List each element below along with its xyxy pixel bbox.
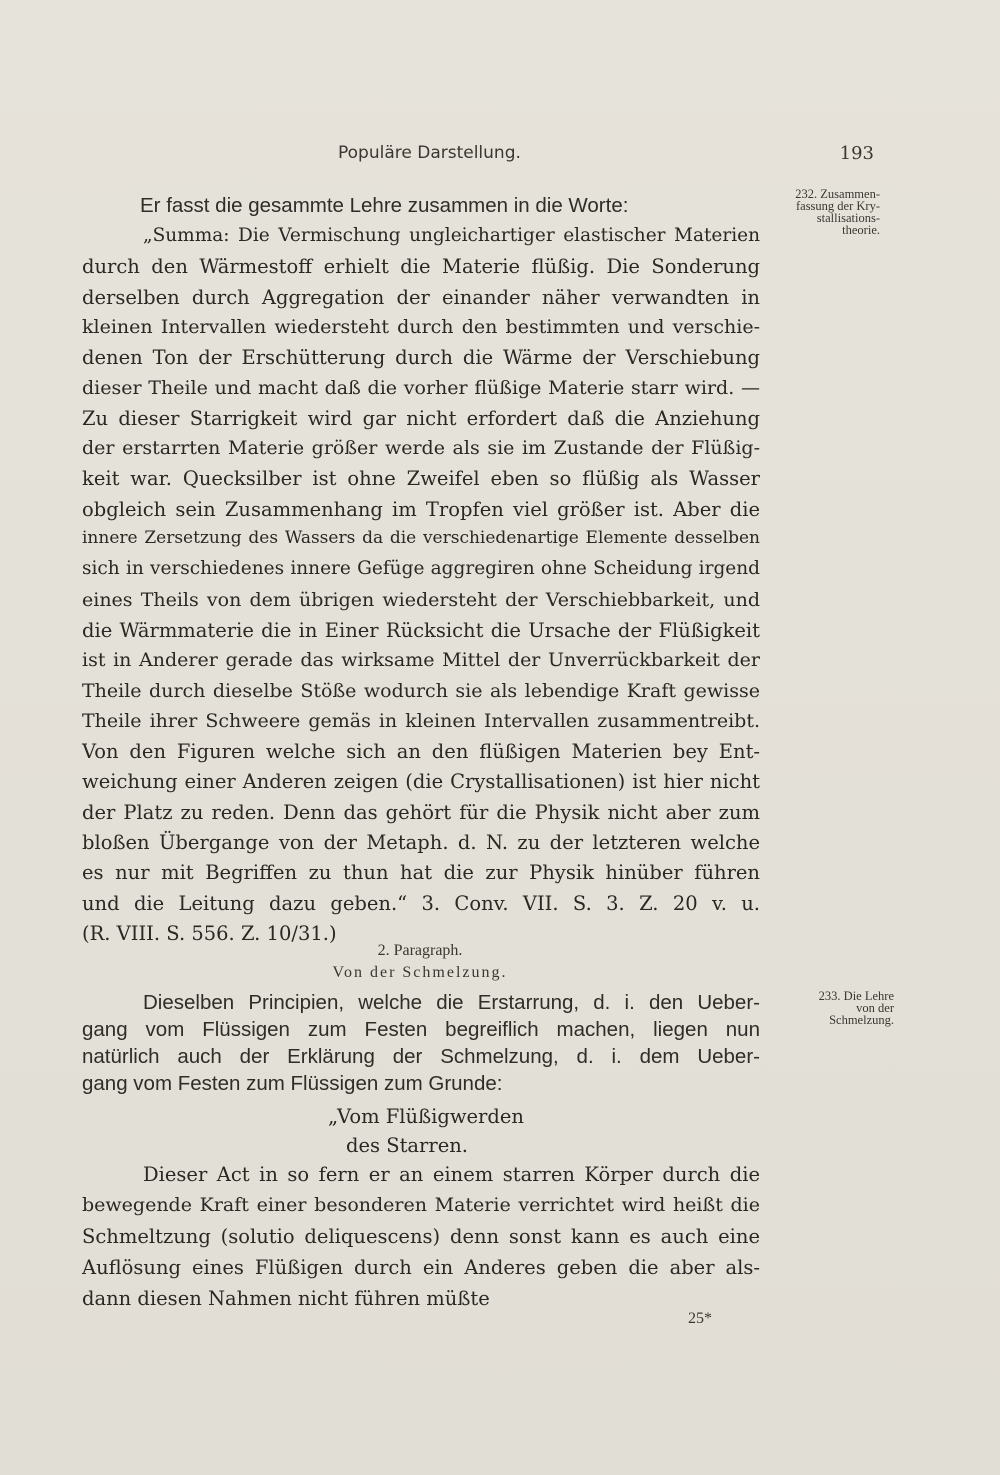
- text-line: ist in Anderer gerade das wirksame Mittel der Unverrückbarkeit der: [82, 649, 760, 672]
- text-line: (R. VIII. S. 556. Z. 10/31.): [82, 921, 337, 945]
- margin-note-line: 233. Die Lehre: [818, 989, 894, 1003]
- text-line: Schmeltzung (solutio deliquescens) denn sonst kann es auch eine: [82, 1225, 760, 1248]
- text-line: Dieselben Principien, welche die Erstarrung, d. i. den Ueber-: [143, 991, 760, 1014]
- margin-note-232: [762, 188, 880, 236]
- text-line: die Wärmmaterie die in Einer Rücksicht die Ursache der Flüßigkeit: [82, 618, 760, 642]
- text-line: obgleich sein Zusammenhang im Tropfen viel größer ist. Aber die: [82, 497, 760, 521]
- margin-note-line: von der: [856, 1001, 894, 1015]
- page-header: [338, 143, 874, 167]
- text-line: Zu dieser Starrigkeit wird gar nicht erfordert daß die Anziehung: [82, 406, 760, 430]
- text-line: Theile durch dieselbe Stöße wodurch sie als lebendige Kraft gewisse: [82, 679, 760, 702]
- running-title: Populäre Darstellung.: [338, 143, 521, 163]
- text-line: Von den Figuren welche sich an den flüßigen Materien bey Ent-: [82, 740, 760, 764]
- quote-title-line-2: des Starren.: [346, 1134, 468, 1157]
- text-line: der Platz zu reden. Denn das gehört für die Physik nicht aber zum: [82, 800, 760, 824]
- text-line: weichung einer Anderen zeigen (die Crystallisationen) ist hier nicht: [82, 770, 760, 794]
- text-line: natürlich auch der Erklärung der Schmelzung, d. i. dem Ueber-: [82, 1045, 760, 1068]
- text-line: bewegende Kraft einer besonderen Materie verrichtet wird heißt die: [82, 1194, 760, 1216]
- page-number: 193: [839, 143, 874, 164]
- margin-note-line: Schmelzung.: [829, 1013, 894, 1027]
- text-line: derselben durch Aggregation der einander näher verwandten in: [82, 285, 760, 309]
- text-line: keit war. Quecksilber ist ohne Zweifel eben so flüßig als Wasser: [82, 467, 760, 491]
- text-line: und die Leitung dazu geben.“ 3. Conv. VII. S. 3. Z. 20 v. u.: [82, 891, 760, 915]
- text-line: es nur mit Begriffen zu thun hat die zur Physik hinüber führen: [82, 861, 760, 885]
- text-line: dann diesen Nahmen nicht führen müßte: [82, 1287, 490, 1310]
- text-line: Dieser Act in so fern er an einem starren Körper durch die: [143, 1163, 760, 1186]
- text-line: gang vom Flüssigen zum Festen begreiflich machen, liegen nun: [82, 1018, 760, 1041]
- text-line: kleinen Intervallen wiedersteht durch den bestimmten und verschie-: [82, 315, 760, 338]
- text-line: gang vom Festen zum Flüssigen zum Grunde:: [82, 1072, 503, 1095]
- text-line: dieser Theile und macht daß die vorher flüßige Materie starr wird. —: [82, 376, 760, 399]
- text-line: eines Theils von dem übrigen wiedersteht der Verschiebbarkeit, und: [82, 588, 760, 611]
- intro-line: Er fasst die gesammte Lehre zusammen in die Worte:: [140, 194, 629, 217]
- text-line: Auflösung eines Flüßigen durch ein Anderes geben die aber als-: [82, 1256, 760, 1279]
- text-line: durch den Wärmestoff erhielt die Materie flüßig. Die Sonderung: [82, 255, 760, 279]
- text-line: innere Zersetzung des Wassers da die verschiedenartige Elemente desselben: [82, 528, 760, 548]
- margin-note-line: 232. Zusammen-: [795, 187, 880, 201]
- section-subheading: Von der Schmelzung.: [332, 964, 508, 981]
- text-line: Theile ihrer Schweere gemäs in kleinen Intervallen zusammentreibt.: [82, 709, 760, 732]
- margin-note-line: stallisations-: [816, 211, 880, 225]
- signature-mark: 25*: [688, 1310, 712, 1327]
- text-line: bloßen Übergange von der Metaph. d. N. zu der letzteren welche: [82, 831, 760, 854]
- text-line: „Summa: Die Vermischung ungleichartiger elastischer Materien: [143, 225, 760, 246]
- quote-title-line-1: „Vom Flüßigwerden: [328, 1105, 524, 1128]
- margin-note-line: fassung der Kry-: [795, 199, 880, 213]
- margin-note-line: theorie.: [842, 223, 880, 237]
- text-line: sich in verschiedenes innere Gefüge aggregiren ohne Scheidung irgend: [82, 558, 760, 580]
- margin-note-233: [762, 990, 894, 1026]
- section-heading: 2. Paragraph.: [377, 942, 463, 959]
- text-line: denen Ton der Erschütterung durch die Wärme der Verschiebung: [82, 346, 760, 370]
- text-line: der erstarrten Materie größer werde als sie im Zustande der Flüßig-: [82, 437, 760, 460]
